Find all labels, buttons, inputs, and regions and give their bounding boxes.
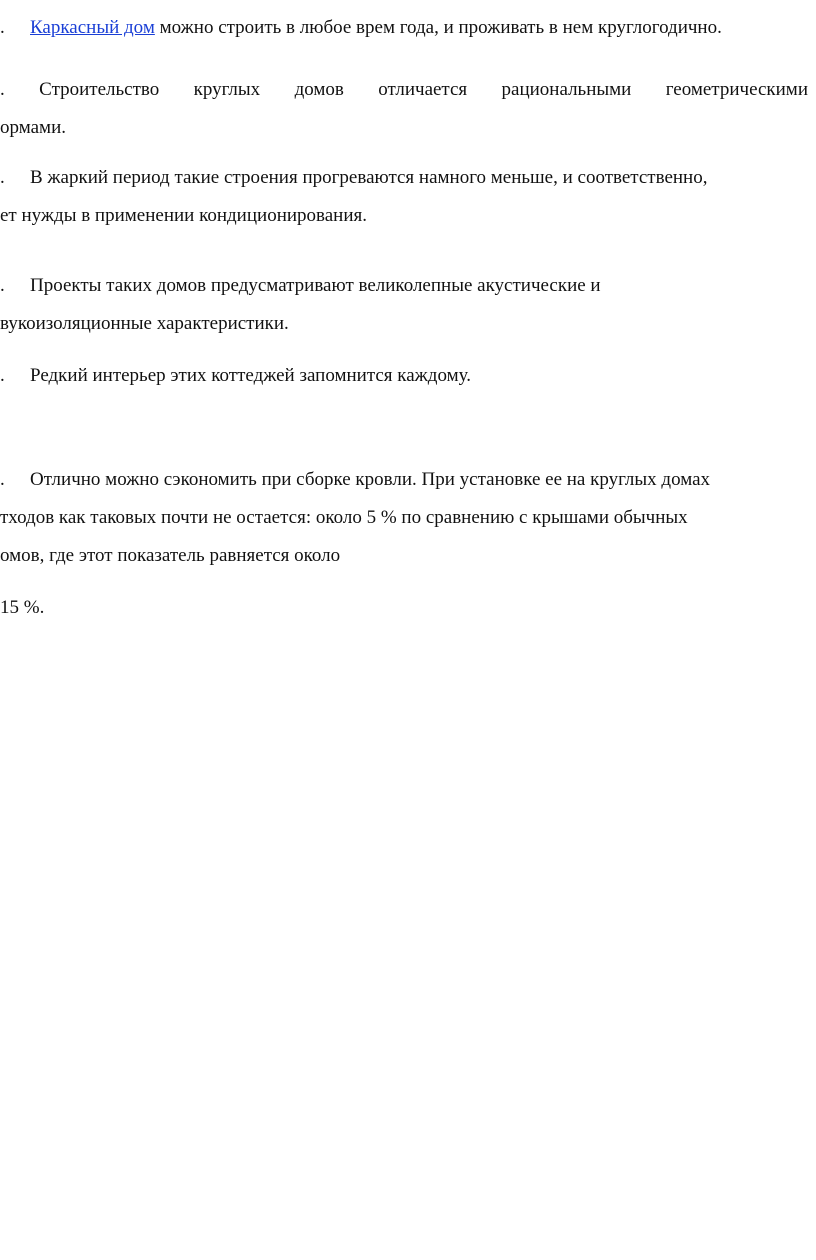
- word: домов: [294, 79, 344, 100]
- word: рациональными: [501, 79, 632, 100]
- list-item-continuation: 15 %.: [0, 597, 45, 618]
- list-item-continuation: тходов как таковых почти не остается: около 5 % по сравнению с крышами обычных: [0, 507, 688, 528]
- list-item-text: можно строить в любое врем года, и проживать в нем круглогодично.: [154, 17, 722, 38]
- list-item-continuation: ормами.: [0, 117, 66, 138]
- list-marker: .: [0, 79, 5, 100]
- list-item: [0, 364, 471, 388]
- list-item-continuation: омов, где этот показатель равняется около: [0, 545, 341, 566]
- list-item-text: Отлично можно сэкономить при сборке кровли. При установке ее на круглых домах: [30, 469, 711, 490]
- justified-line: [0, 78, 808, 102]
- list-marker: .: [0, 167, 5, 188]
- word: Строительство: [39, 79, 160, 100]
- word: отличается: [378, 79, 468, 100]
- list-item-text: В жаркий период такие строения прогреваются намного меньше, и соответственно,: [30, 167, 708, 188]
- frame-house-link[interactable]: Каркасный дом: [30, 17, 155, 38]
- word: круглых: [193, 79, 261, 100]
- list-item-text: Редкий интерьер этих коттеджей запомнится каждому.: [30, 365, 471, 386]
- list-item-text: Проекты таких домов предусматривают великолепные акустические и: [30, 275, 601, 296]
- list-item: [0, 78, 808, 102]
- list-item-continuation: ет нужды в применении кондиционирования.: [0, 205, 368, 226]
- list-marker: .: [0, 365, 5, 386]
- list-item: [0, 16, 722, 40]
- list-marker: .: [0, 17, 5, 38]
- list-item: [0, 166, 707, 190]
- list-item: [0, 468, 710, 492]
- list-marker: .: [0, 275, 5, 296]
- word: геометрическими: [665, 79, 808, 100]
- list-marker: .: [0, 469, 5, 490]
- list-item-continuation: вукоизоляционные характеристики.: [0, 313, 289, 334]
- list-item: [0, 274, 601, 298]
